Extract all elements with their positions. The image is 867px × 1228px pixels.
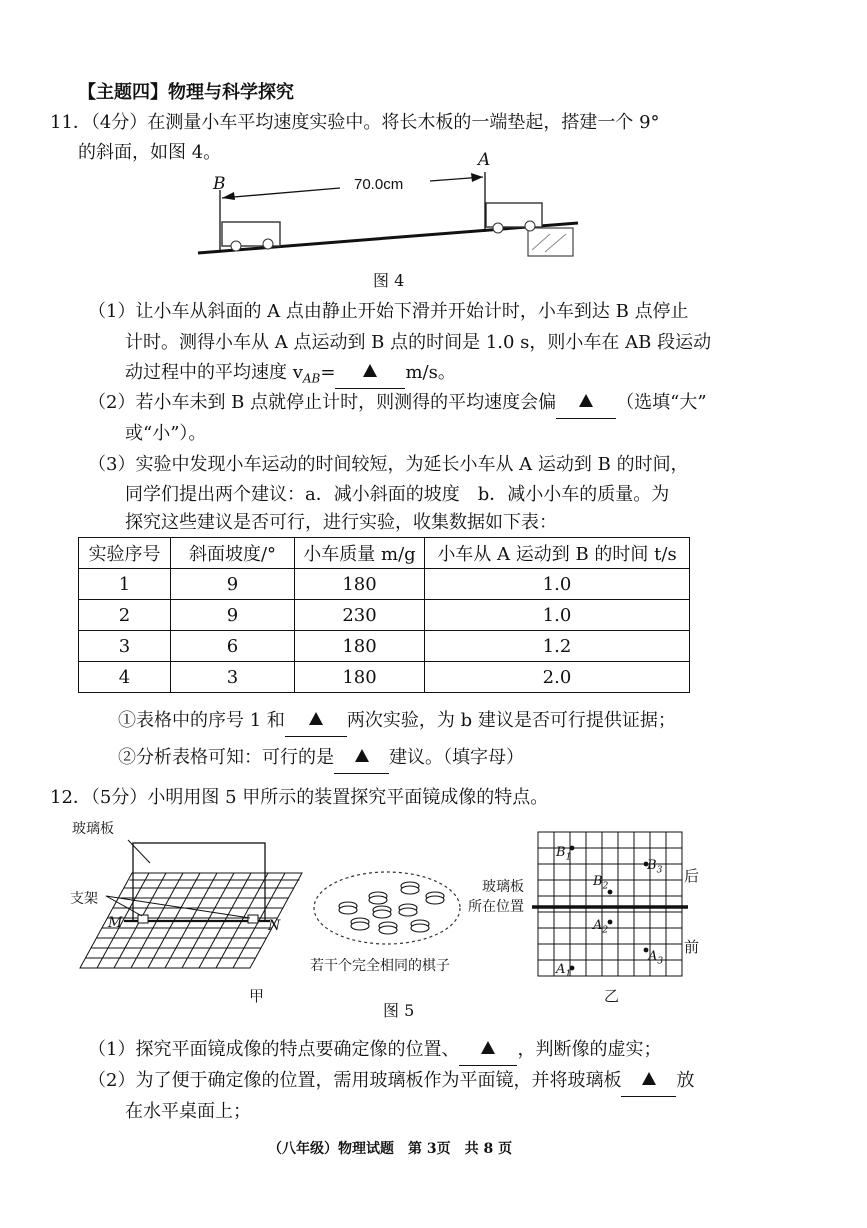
table-header: 斜面坡度/° <box>171 538 295 569</box>
point-B2 <box>608 890 613 895</box>
support-block <box>528 228 573 256</box>
point-A2 <box>608 920 613 925</box>
label-B2: $B_2$ <box>593 874 609 892</box>
experiment-table <box>78 537 690 693</box>
answer-blank-bias[interactable] <box>556 388 616 419</box>
table-header: 小车从 A 运动到 B 的时间 t/s <box>425 538 690 569</box>
label-M: M <box>108 915 123 931</box>
table-header: 小车质量 m/g <box>295 538 425 569</box>
triangle-marker-icon <box>355 749 369 762</box>
q11-header <box>50 108 660 138</box>
table-row: 1 9 180 1.0 <box>79 569 690 600</box>
label-back: 后 <box>684 867 700 885</box>
q11-sub2: ②分析表格可知：可行的是 建议。（填字母） <box>118 743 524 774</box>
label-front: 前 <box>684 938 700 956</box>
glass-plate-label: 玻璃板 <box>72 821 114 837</box>
triangle-marker-icon <box>481 1041 495 1054</box>
q11-score: （4分） <box>90 112 148 133</box>
triangle-marker-icon <box>309 712 323 725</box>
table-row: 2 9 230 1.0 <box>79 600 690 631</box>
label-N: N <box>268 918 281 934</box>
q11-p3-line1: （3）实验中发现小车运动的时间较短，为延长小车从 A 运动到 B 的时间， <box>88 454 689 475</box>
table-row: 3 6 180 1.2 <box>79 631 690 662</box>
figure-5-jia-apparatus <box>70 818 310 978</box>
fig5-caption: 图 5 <box>383 1001 415 1020</box>
table-header: 实验序号 <box>79 538 171 569</box>
q11-p2-line1: （2）若小车未到 B 点就停止计时，则测得的平均速度会偏 （选填“大” <box>88 388 707 419</box>
fig4-caption: 图 4 <box>373 271 405 290</box>
q11-intro-line2: 的斜面，如图 4。 <box>78 142 222 163</box>
label-A3: $A_3$ <box>648 949 664 967</box>
chess-pieces-illustration <box>310 868 465 948</box>
label-B3: $B_3$ <box>647 858 663 876</box>
answer-blank-suggestion[interactable] <box>334 743 389 774</box>
answer-blank-glass-placement[interactable] <box>621 1066 676 1097</box>
label-A2: $A_2$ <box>593 918 609 936</box>
answer-blank-seq[interactable] <box>285 706 347 737</box>
q12-header: 12．（5分）小明用图 5 甲所示的装置探究平面镜成像的特点。 <box>50 787 549 808</box>
q11-number: 11． <box>50 112 91 133</box>
label-B1: $B_1$ <box>556 845 572 863</box>
car-at-B <box>222 222 280 251</box>
stand-label: 支架 <box>70 891 98 907</box>
q12-p1: （1）探究平面镜成像的特点要确定像的位置、 ，判断像的虚实； <box>88 1035 661 1066</box>
q11-p1-line1: （1）让小车从斜面的 A 点由静止开始下滑并开始计时，小车到达 B 点停止 <box>88 301 689 322</box>
q11-intro-line1: 在测量小车平均速度实验中。将长木板的一端垫起，搭建一个 9° <box>147 112 660 133</box>
table-header-row <box>79 538 690 569</box>
figure-4-incline <box>190 150 590 265</box>
q12-p2-line2: 在水平桌面上； <box>125 1101 251 1122</box>
q11-p1-line3: 动过程中的平均速度 $v_{AB}= m/s$。 <box>125 358 456 394</box>
page-footer: （八年级）物理试题 第 3页 共 8 页 <box>268 1141 513 1157</box>
section-title: 【主题四】物理与科学探究 <box>78 82 294 103</box>
yi-glass-label-1: 玻璃板 <box>482 879 524 895</box>
fig4-distance: 70.0cm <box>354 176 404 193</box>
answer-blank-vAB[interactable] <box>335 358 405 389</box>
q11-p3-line2: 同学们提出两个建议：a．减小斜面的坡度 b．减小小车的质量。为 <box>125 484 670 505</box>
q11-p3-line3: 探究这些建议是否可行，进行实验，收集数据如下表： <box>125 512 557 533</box>
yi-glass-label-2: 所在位置 <box>468 899 524 915</box>
glass-plate <box>133 843 265 921</box>
fig4-label-A: A <box>478 150 491 170</box>
figure-5-yi-grid <box>530 830 690 980</box>
table-row: 4 3 180 2.0 <box>79 662 690 693</box>
q12-p2-line1: （2）为了便于确定像的位置，需用玻璃板作为平面镜，并将玻璃板 放 <box>88 1066 694 1097</box>
chess-pieces-label: 若干个完全相同的棋子 <box>310 958 450 974</box>
triangle-marker-icon <box>363 364 377 377</box>
triangle-marker-icon <box>642 1072 656 1085</box>
answer-blank-image-size[interactable] <box>459 1035 517 1066</box>
triangle-marker-icon <box>579 394 593 407</box>
fig5-yi-caption: 乙 <box>604 987 620 1005</box>
label-A1: $A_1$ <box>556 962 572 980</box>
q11-sub1: ①表格中的序号 1 和 两次实验，为 b 建议是否可行提供证据； <box>118 706 676 737</box>
fig5-jia-caption: 甲 <box>249 987 265 1005</box>
q11-p2-line2: 或“小”）。 <box>125 423 207 444</box>
q11-p1-line2: 计时。测得小车从 A 点运动到 B 点的时间是 1.0 s，则小车在 AB 段运动 <box>125 332 712 353</box>
fig4-label-B: B <box>213 174 226 194</box>
